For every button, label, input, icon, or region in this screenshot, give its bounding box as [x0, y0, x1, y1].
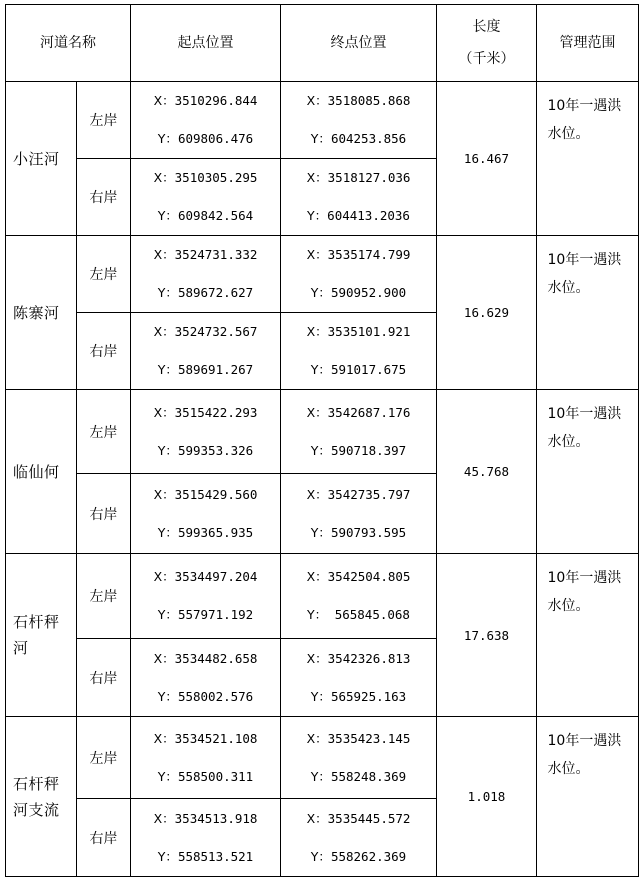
start-x-line: [131, 236, 280, 274]
management-scope: [537, 236, 639, 390]
end-x-value: 3535423.145: [327, 730, 411, 746]
start-y-line: [131, 197, 280, 235]
start-x-line: [131, 313, 280, 351]
management-scope-text: 10年一遇洪水位。: [547, 98, 622, 142]
end-y-line: [281, 197, 436, 235]
y-label: Y：: [157, 442, 178, 458]
end-coordinates: [281, 474, 437, 554]
start-y-value: 589672.627: [177, 285, 254, 300]
end-x-line: [281, 159, 436, 197]
start-x-value: 3524731.332: [174, 247, 258, 262]
y-label: Y：: [310, 362, 331, 377]
end-x-value: 3542687.176: [327, 404, 411, 420]
start-x-line: [131, 800, 280, 838]
end-x-line: [281, 476, 436, 514]
end-y-line: [281, 351, 436, 389]
y-label: Y：: [157, 848, 178, 864]
end-x-line: [281, 394, 436, 432]
start-x-value: 3510305.295: [174, 170, 258, 185]
start-y-line: [131, 758, 280, 796]
header-management-scope: 管理范围: [537, 5, 639, 82]
end-x-line: [281, 82, 436, 120]
x-label: X：: [153, 810, 175, 826]
start-coordinates: [131, 313, 281, 390]
start-x-value: 3534497.204: [174, 569, 258, 584]
start-y-line: [131, 838, 280, 876]
end-coordinates: [281, 799, 437, 877]
bank-side: 右岸: [77, 474, 131, 554]
start-y-line: [131, 432, 280, 470]
end-x-value: 3518085.868: [327, 93, 411, 108]
end-coordinates: [281, 639, 437, 717]
end-x-value: 3518127.036: [327, 170, 411, 185]
end-coordinates: [281, 236, 437, 313]
river-name: 陈寨河: [6, 236, 77, 390]
table-row: [6, 554, 639, 639]
start-coordinates: [131, 474, 281, 554]
start-coordinates: [131, 799, 281, 877]
end-y-value: 591017.675: [330, 362, 407, 377]
start-y-value: 599365.935: [177, 524, 254, 540]
end-x-line: [281, 236, 436, 274]
start-y-line: [131, 514, 280, 552]
header-length-unit: （千米）: [458, 51, 515, 67]
start-x-value: 3534521.108: [174, 730, 258, 746]
x-label: X：: [153, 404, 175, 420]
start-y-value: 558002.576: [177, 688, 254, 704]
start-x-line: [131, 720, 280, 758]
start-y-line: [131, 120, 280, 158]
end-y-line: [281, 838, 436, 876]
y-label: Y：: [310, 848, 331, 864]
bank-side: 右岸: [77, 159, 131, 236]
table-row: [6, 82, 639, 159]
start-y-value: 557971.192: [177, 607, 254, 622]
end-y-line: [281, 432, 436, 470]
end-y-line: [281, 758, 436, 796]
end-x-line: [281, 313, 436, 351]
river-length: 17.638: [437, 554, 537, 717]
start-x-line: [131, 476, 280, 514]
start-x-value: 3534513.918: [174, 810, 258, 826]
header-river-name: 河道名称: [6, 5, 131, 82]
header-length-label: 长度: [472, 19, 501, 35]
end-coordinates: [281, 554, 437, 639]
river-management-table: [5, 4, 639, 877]
header-start-position: 起点位置: [131, 5, 281, 82]
y-label: Y：: [310, 688, 331, 704]
river-name: 小汪河: [6, 82, 77, 236]
start-y-line: [131, 678, 280, 716]
start-x-line: [131, 394, 280, 432]
start-x-value: 3534482.658: [174, 650, 258, 666]
y-label: Y：: [157, 607, 178, 622]
river-length: 1.018: [437, 717, 537, 877]
bank-side: 左岸: [77, 717, 131, 799]
management-scope: [537, 717, 639, 877]
x-label: X：: [153, 324, 175, 339]
y-label: Y：: [157, 131, 178, 146]
end-y-line: [281, 120, 436, 158]
start-y-value: 599353.326: [177, 442, 254, 458]
bank-side: 右岸: [77, 313, 131, 390]
end-y-value: 590793.595: [330, 524, 407, 540]
management-scope-text: 10年一遇洪水位。: [547, 406, 622, 450]
start-x-value: 3515429.560: [174, 486, 258, 502]
x-label: X：: [306, 170, 328, 185]
header-length: [437, 5, 537, 82]
start-coordinates: [131, 554, 281, 639]
end-y-value: 558262.369: [330, 848, 407, 864]
end-y-line: [281, 514, 436, 552]
y-label: Y：: [157, 362, 178, 377]
management-scope: [537, 82, 639, 236]
end-y-line: [281, 596, 436, 634]
x-label: X：: [306, 324, 328, 339]
start-y-line: [131, 274, 280, 312]
bank-side: 左岸: [77, 82, 131, 159]
start-x-line: [131, 82, 280, 120]
end-y-value: 604253.856: [330, 131, 407, 146]
end-coordinates: [281, 82, 437, 159]
x-label: X：: [153, 247, 175, 262]
end-coordinates: [281, 390, 437, 474]
management-scope-text: 10年一遇洪水位。: [547, 570, 622, 614]
river-name: 石杆秤河支流: [6, 717, 77, 877]
x-label: X：: [153, 93, 175, 108]
x-label: X：: [153, 650, 175, 666]
end-x-line: [281, 640, 436, 678]
x-label: X：: [153, 569, 175, 584]
x-label: X：: [306, 650, 328, 666]
end-x-line: [281, 558, 436, 596]
end-x-value: 3535101.921: [327, 324, 411, 339]
x-label: X：: [306, 247, 328, 262]
y-label: Y：: [310, 442, 331, 458]
river-length: 16.467: [437, 82, 537, 236]
start-x-value: 3524732.567: [174, 324, 258, 339]
table-row: [6, 390, 639, 474]
start-coordinates: [131, 236, 281, 313]
x-label: X：: [153, 486, 175, 502]
y-label: Y：: [307, 208, 328, 223]
end-y-line: [281, 678, 436, 716]
bank-side: 左岸: [77, 554, 131, 639]
x-label: X：: [306, 810, 328, 826]
start-coordinates: [131, 390, 281, 474]
x-label: X：: [306, 93, 328, 108]
management-scope: [537, 554, 639, 717]
end-x-line: [281, 720, 436, 758]
start-x-line: [131, 159, 280, 197]
end-y-value: 604413.2036: [327, 208, 410, 223]
management-scope: [537, 390, 639, 554]
management-scope-text: 10年一遇洪水位。: [547, 733, 622, 777]
start-y-line: [131, 351, 280, 389]
y-label: Y：: [157, 768, 178, 784]
start-y-value: 609842.564: [177, 208, 254, 223]
river-name: 临仙何: [6, 390, 77, 554]
x-label: X：: [306, 404, 328, 420]
start-y-value: 558513.521: [177, 848, 254, 864]
start-coordinates: [131, 639, 281, 717]
end-y-value: 558248.369: [330, 768, 407, 784]
start-y-value: 609806.476: [177, 131, 254, 146]
end-x-value: 3542504.805: [327, 569, 411, 584]
x-label: X：: [306, 486, 328, 502]
y-label: Y：: [310, 524, 331, 540]
end-x-value: 3542735.797: [327, 486, 411, 502]
end-x-value: 3535174.799: [327, 247, 411, 262]
start-x-value: 3510296.844: [174, 93, 258, 108]
start-coordinates: [131, 159, 281, 236]
end-x-value: 3535445.572: [327, 810, 411, 826]
end-y-value: 590718.397: [330, 442, 407, 458]
y-label: Y：: [157, 524, 178, 540]
table-row: [6, 236, 639, 313]
end-y-value: 565925.163: [330, 688, 407, 704]
header-end-position: 终点位置: [281, 5, 437, 82]
end-coordinates: [281, 159, 437, 236]
y-label: Y：: [157, 208, 178, 223]
x-label: X：: [153, 730, 175, 746]
y-label: Y：: [307, 607, 328, 622]
bank-side: 左岸: [77, 236, 131, 313]
start-y-value: 589691.267: [177, 362, 254, 377]
y-label: Y：: [157, 688, 178, 704]
start-x-line: [131, 558, 280, 596]
y-label: Y：: [310, 285, 331, 300]
start-coordinates: [131, 82, 281, 159]
start-y-value: 558500.311: [177, 768, 254, 784]
end-coordinates: [281, 313, 437, 390]
start-x-value: 3515422.293: [174, 404, 258, 420]
management-scope-text: 10年一遇洪水位。: [547, 252, 622, 296]
x-label: X：: [306, 730, 328, 746]
table-row: [6, 717, 639, 799]
y-label: Y：: [157, 285, 178, 300]
river-name: 石杆秤河: [6, 554, 77, 717]
end-y-line: [281, 274, 436, 312]
river-length: 45.768: [437, 390, 537, 554]
y-label: Y：: [310, 131, 331, 146]
x-label: X：: [306, 569, 328, 584]
bank-side: 右岸: [77, 639, 131, 717]
header-row: [6, 5, 639, 82]
river-length: 16.629: [437, 236, 537, 390]
end-x-value: 3542326.813: [327, 650, 411, 666]
x-label: X：: [153, 170, 175, 185]
end-y-value: 565845.068: [327, 607, 410, 622]
start-x-line: [131, 640, 280, 678]
end-y-value: 590952.900: [330, 285, 407, 300]
bank-side: 左岸: [77, 390, 131, 474]
y-label: Y：: [310, 768, 331, 784]
end-coordinates: [281, 717, 437, 799]
start-y-line: [131, 596, 280, 634]
bank-side: 右岸: [77, 799, 131, 877]
start-coordinates: [131, 717, 281, 799]
end-x-line: [281, 800, 436, 838]
